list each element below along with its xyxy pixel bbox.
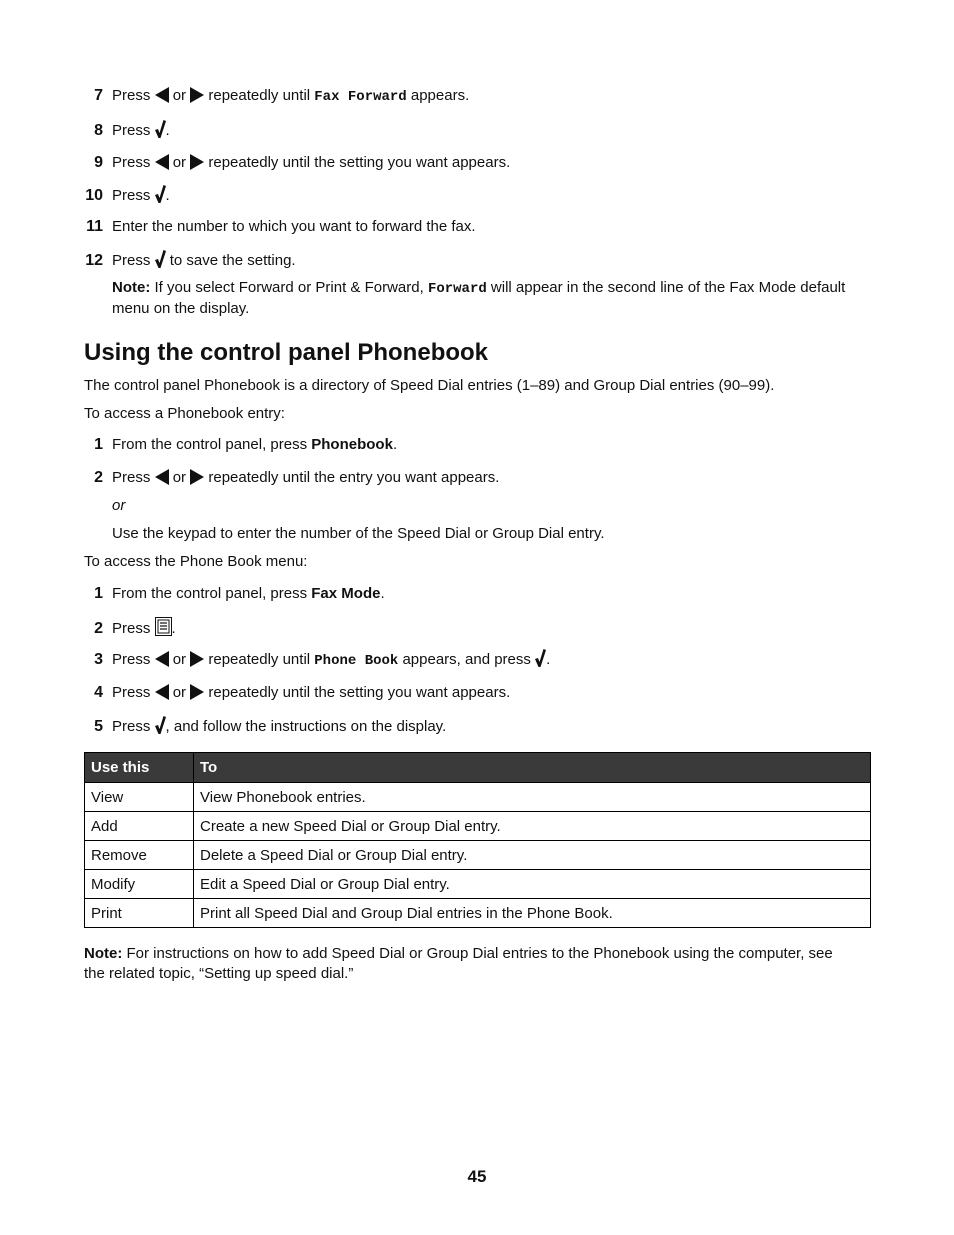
step-number: 9: [94, 154, 103, 171]
checkmark-icon: [155, 120, 166, 138]
table-cell: Delete a Speed Dial or Group Dial entry.: [194, 841, 871, 870]
step-text: .: [165, 187, 170, 204]
step-text: From the control panel, press: [112, 436, 308, 453]
step-text: Press: [112, 87, 151, 104]
display-text: Phone Book: [314, 653, 399, 669]
step-text: or: [172, 684, 187, 701]
note-text: will appear in the second line of the Fax Mode default: [490, 279, 846, 296]
table-header-row: [85, 753, 871, 783]
checkmark-icon: [155, 716, 166, 734]
step-number: 3: [94, 651, 103, 668]
menu-step-4: [84, 683, 884, 703]
step-number: 7: [94, 87, 103, 104]
button-name: Fax Mode: [311, 585, 381, 602]
table-cell: View Phonebook entries.: [194, 783, 871, 812]
menu-step-5: [84, 716, 884, 737]
step-number: 5: [94, 718, 103, 735]
step-text: or: [172, 469, 187, 486]
menu-step-1: [84, 584, 884, 604]
intro-paragraph: The control panel Phonebook is a directory of Speed Dial entries (1–89) and Group Dial entries (90–99).: [84, 377, 775, 394]
note-text: the related topic, “Setting up speed dial.”: [84, 965, 354, 982]
step-text: appears.: [410, 87, 470, 104]
step-number: 1: [94, 585, 103, 602]
table-cell: Modify: [85, 870, 194, 899]
table-row: [85, 841, 871, 870]
table-row: [85, 870, 871, 899]
checkmark-icon: [155, 185, 166, 203]
table-cell: Print: [85, 899, 194, 928]
right-arrow-icon: [190, 154, 204, 170]
step-text: .: [546, 651, 551, 668]
note-speed-dial: [84, 944, 874, 984]
display-text: Forward: [427, 281, 487, 297]
column-header: To: [194, 753, 871, 783]
step-text: .: [380, 585, 385, 602]
step-text: Press: [112, 684, 151, 701]
table-row: [85, 783, 871, 812]
step-text: or: [172, 154, 187, 171]
step-7: [84, 86, 884, 107]
left-arrow-icon: [155, 684, 169, 700]
step-number: 11: [86, 218, 103, 235]
entry-step-2: [84, 468, 884, 488]
table-cell: Create a new Speed Dial or Group Dial entry.: [194, 812, 871, 841]
access-menu-text: To access the Phone Book menu:: [84, 553, 308, 570]
note-text: If you select Forward or Print & Forward,: [154, 279, 424, 296]
table-cell: Add: [85, 812, 194, 841]
step-text: Press: [112, 122, 151, 139]
step-number: 12: [85, 252, 103, 269]
table-row: [85, 812, 871, 841]
note-forward: [112, 278, 872, 319]
step-number: 4: [94, 684, 103, 701]
right-arrow-icon: [190, 684, 204, 700]
step-text: Press: [112, 651, 151, 668]
or-text: or: [112, 497, 126, 514]
display-text: Fax Forward: [314, 89, 407, 105]
table-cell: Edit a Speed Dial or Group Dial entry.: [194, 870, 871, 899]
note-label: Note:: [84, 945, 123, 962]
note-text: For instructions on how to add Speed Dial or Group Dial entries to the Phonebook using the computer, see: [126, 945, 833, 962]
step-text: Press: [112, 187, 151, 204]
phonebook-options-table: [84, 752, 871, 928]
step-9: [84, 153, 884, 173]
step-10: [84, 185, 884, 206]
table-row: [85, 899, 871, 928]
checkmark-icon: [535, 649, 546, 667]
step-text: .: [171, 620, 176, 637]
step-number: 1: [94, 436, 103, 453]
note-label: Note:: [112, 279, 151, 296]
step-text: repeatedly until the setting you want appears.: [208, 154, 511, 171]
step-text: to save the setting.: [169, 252, 296, 269]
keypad-text: Use the keypad to enter the number of the Speed Dial or Group Dial entry.: [112, 525, 605, 542]
step-text: Press: [112, 252, 151, 269]
step-text: .: [392, 436, 398, 453]
table-cell: View: [85, 783, 194, 812]
step-8: [84, 120, 884, 141]
step-number: 2: [94, 469, 103, 486]
step-number: 8: [94, 122, 103, 139]
step-text: Press: [112, 620, 151, 637]
step-text: Press: [112, 154, 151, 171]
step-12: [84, 250, 884, 271]
right-arrow-icon: [190, 469, 204, 485]
button-name: Phonebook: [311, 436, 393, 453]
menu-step-3: [84, 649, 884, 671]
step-text: repeatedly until the entry you want appears.: [208, 469, 500, 486]
left-arrow-icon: [155, 469, 169, 485]
table-cell: Remove: [85, 841, 194, 870]
step-text: repeatedly until: [208, 651, 311, 668]
step-text: or: [172, 87, 187, 104]
step-text: Enter the number to which you want to forward the fax.: [112, 218, 476, 235]
step-text: , and follow the instructions on the display.: [165, 718, 447, 735]
right-arrow-icon: [190, 651, 204, 667]
table-cell: Print all Speed Dial and Group Dial entries in the Phone Book.: [194, 899, 871, 928]
step-11: [84, 217, 884, 237]
step-number: 2: [94, 620, 103, 637]
step-text: Press: [112, 718, 151, 735]
column-header: Use this: [85, 753, 194, 783]
menu-step-2: [84, 617, 884, 639]
menu-icon: [155, 617, 172, 636]
step-text: .: [165, 122, 170, 139]
access-entry-text: To access a Phonebook entry:: [84, 405, 285, 422]
left-arrow-icon: [155, 154, 169, 170]
step-text: repeatedly until: [208, 87, 311, 104]
left-arrow-icon: [155, 87, 169, 103]
step-text: or: [172, 651, 187, 668]
step-text: From the control panel, press: [112, 585, 308, 602]
step-text: appears, and press: [402, 651, 531, 668]
checkmark-icon: [155, 250, 166, 268]
right-arrow-icon: [190, 87, 204, 103]
page-number: 45: [467, 1167, 487, 1186]
step-text: Press: [112, 469, 151, 486]
note-text: menu on the display.: [112, 300, 250, 317]
step-text: repeatedly until the setting you want appears.: [208, 684, 511, 701]
step-number: 10: [85, 187, 103, 204]
entry-step-1: [84, 435, 884, 455]
left-arrow-icon: [155, 651, 169, 667]
section-title: Using the control panel Phonebook: [84, 339, 489, 366]
